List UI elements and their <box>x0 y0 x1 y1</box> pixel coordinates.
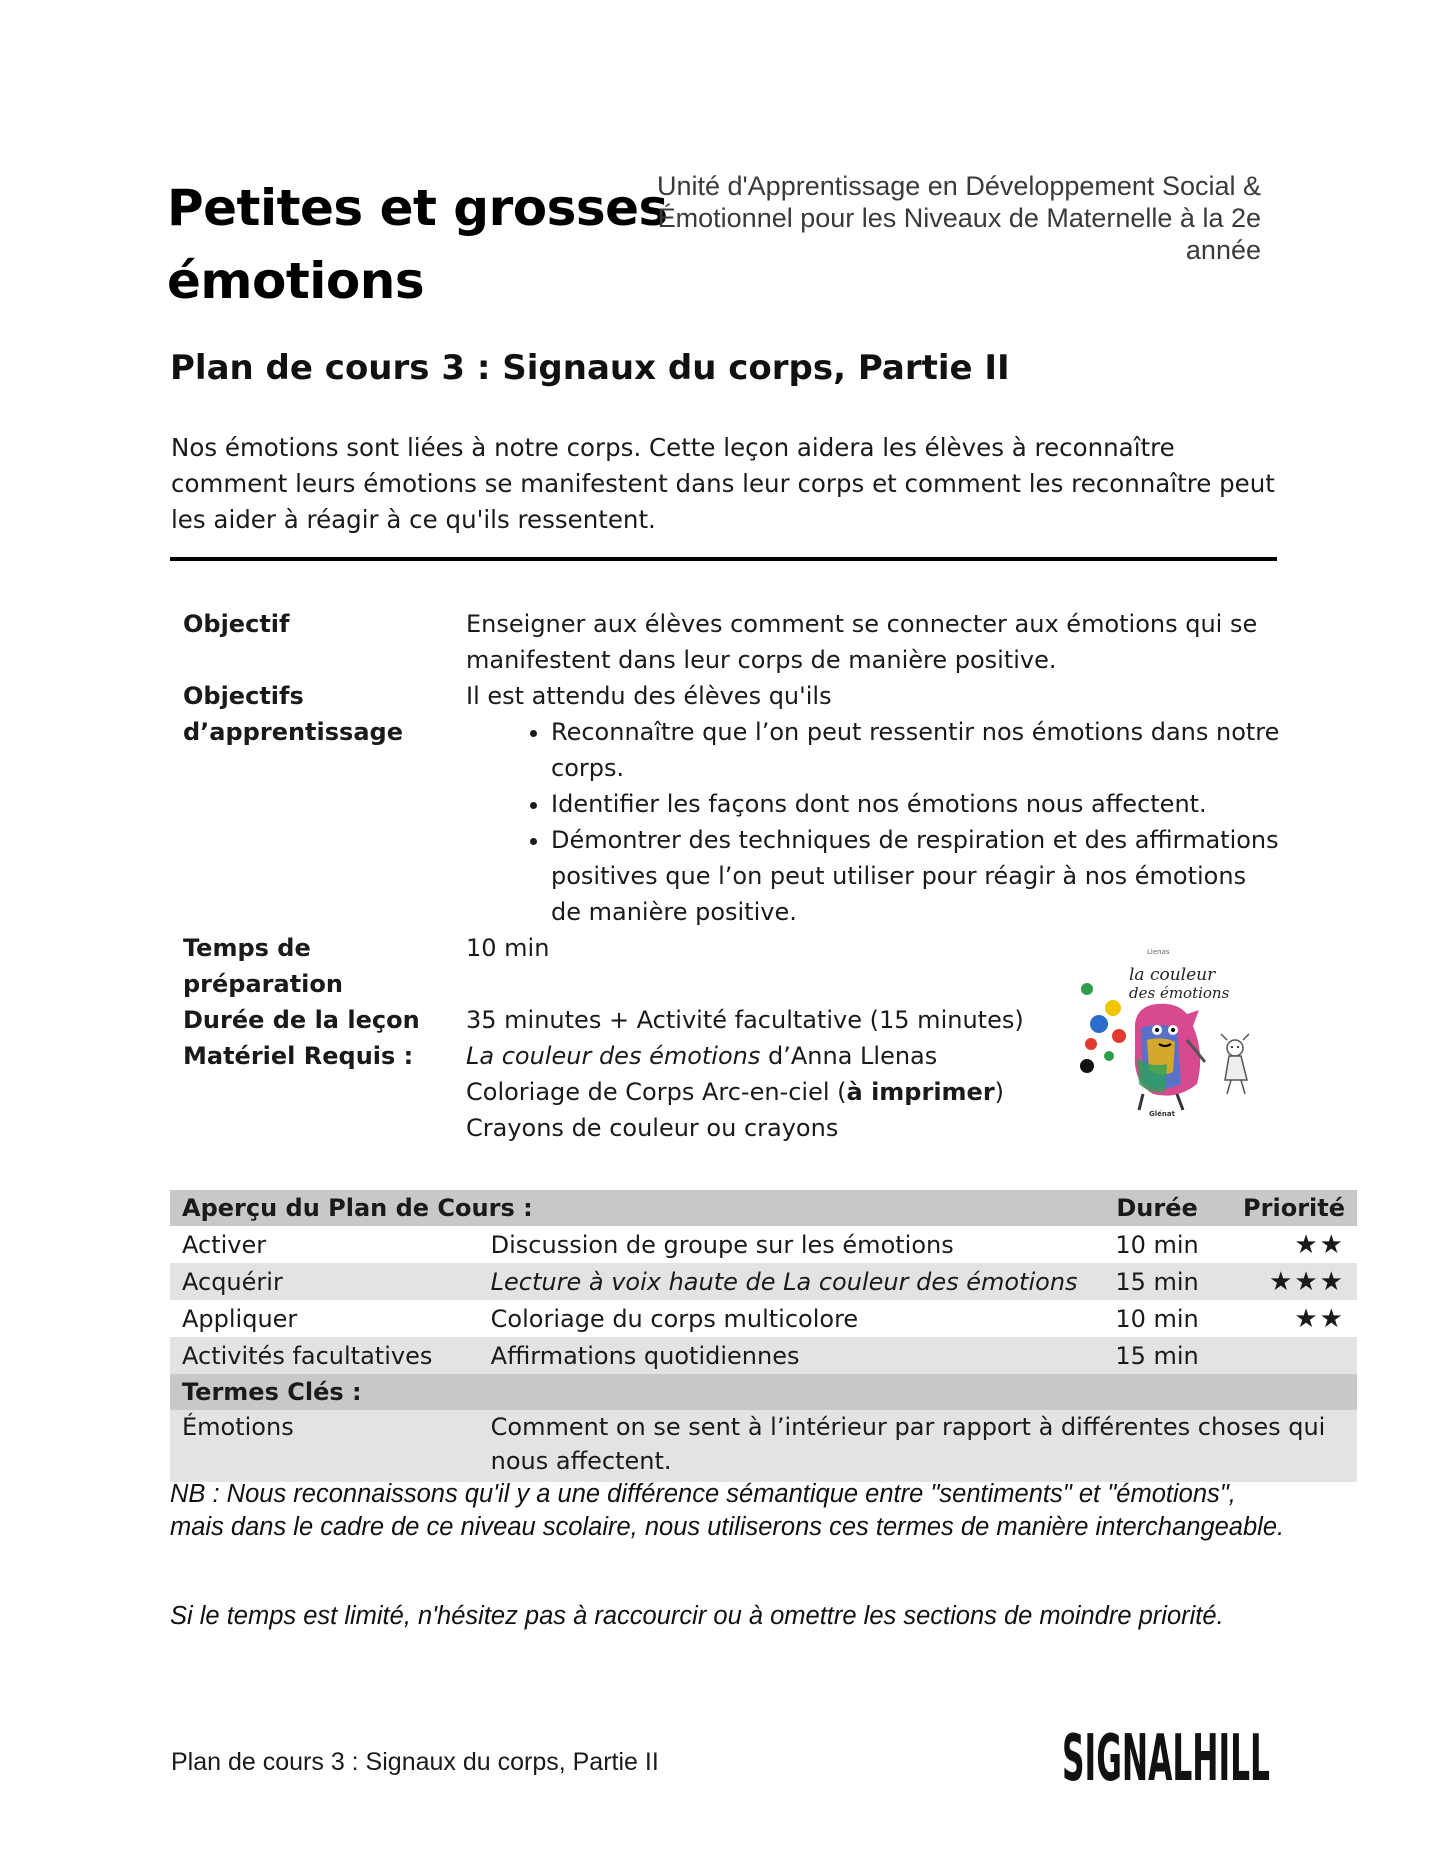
table-row <box>170 1300 1357 1337</box>
table-row <box>170 1263 1357 1300</box>
key-terms-header: Termes Clés : <box>170 1374 1357 1410</box>
duration-header: Durée <box>1100 1190 1214 1226</box>
prep-time-label: Temps de préparation <box>183 934 343 998</box>
duration-cell: 15 min <box>1100 1263 1214 1300</box>
learning-goals-row <box>183 678 1283 930</box>
overview-header-row <box>170 1190 1357 1226</box>
book-cover-title-1: la couleur <box>1129 965 1216 985</box>
book-title: La couleur des émotions <box>466 1042 761 1070</box>
activity-cell: Discussion de groupe sur les émotions <box>490 1230 954 1259</box>
objective-value: Enseigner aux élèves comment se connecter aux émotions qui se manifestent dans leur corps de manière positive. <box>466 610 1258 674</box>
phase-cell: Activités facultatives <box>170 1337 479 1374</box>
prep-time-value: 10 min <box>466 934 550 962</box>
activity-cell: Lecture à voix haute de La couleur des émotions <box>479 1263 1101 1300</box>
objective-label: Objectif <box>183 610 290 638</box>
book-cover-author: Llenas <box>1147 948 1170 956</box>
phase-cell: Appliquer <box>182 1304 298 1333</box>
coloring-text: Coloriage de Corps Arc-en-ciel ( <box>466 1078 847 1106</box>
key-term: Émotions <box>170 1410 479 1482</box>
key-term-definition: Comment on se sent à l’intérieur par rapport à différentes choses qui nous affectent. <box>479 1410 1357 1482</box>
unit-subtitle: Unité d'Apprentissage en Développement Social & Émotionnel pour les Niveaux de Maternelle à la 2e année <box>656 171 1261 265</box>
lesson-duration-value: 35 minutes + Activité facultative (15 minutes) <box>466 1006 1024 1034</box>
key-term-row <box>170 1410 1357 1482</box>
book-cover-publisher: Glénat <box>1149 1110 1175 1118</box>
duration-cell: 15 min <box>1100 1337 1214 1374</box>
lesson-title: Plan de cours 3 : Signaux du corps, Partie II <box>170 348 1010 388</box>
learning-goals-label: Objectifs d’apprentissage <box>183 682 403 746</box>
learning-goals-intro: Il est attendu des élèves qu'ils <box>466 682 832 710</box>
print-link[interactable]: à imprimer <box>846 1078 995 1106</box>
phase-cell: Activer <box>182 1230 267 1259</box>
book-cover-image <box>1077 944 1265 1122</box>
table-row <box>170 1226 1357 1263</box>
overview-header-label: Aperçu du Plan de Cours : <box>170 1190 1100 1226</box>
logo-text: SIGNALHILL <box>1062 1722 1270 1796</box>
duration-cell: 10 min <box>1115 1304 1199 1333</box>
activity-cell: Coloriage du corps multicolore <box>490 1304 859 1333</box>
materials-label: Matériel Requis : <box>183 1042 414 1070</box>
table-row <box>170 1337 1357 1374</box>
book-author: d’Anna Llenas <box>760 1042 938 1070</box>
semantic-note: NB : Nous reconnaissons qu'il y a une différence sémantique entre "sentiments" et "émotions", mais dans le cadre de ce niveau scolaire, nous utiliserons ces termes de manière interchangeable. <box>170 1480 1285 1541</box>
learning-goal-item: • Reconnaître que l’on peut ressentir nos émotions dans notre corps. <box>551 714 1283 786</box>
objective-row <box>183 606 1283 678</box>
learning-goal-item: • Identifier les façons dont nos émotions nous affectent. <box>551 786 1283 822</box>
learning-goals-list <box>466 714 1283 930</box>
lesson-duration-label: Durée de la leçon <box>183 1006 420 1034</box>
priority-cell: ★★ <box>1294 1303 1345 1334</box>
section-divider <box>170 557 1277 561</box>
phase-cell: Acquérir <box>170 1263 479 1300</box>
duration-cell: 10 min <box>1115 1230 1199 1259</box>
key-terms-header-row <box>170 1374 1357 1410</box>
learning-goals-value <box>466 678 1283 930</box>
coloring-suffix: ) <box>994 1078 1005 1106</box>
book-cover-title-2: des émotions <box>1129 984 1230 1002</box>
activity-cell: Affirmations quotidiennes <box>479 1337 1101 1374</box>
lesson-overview-table <box>170 1190 1357 1482</box>
priority-cell: ★★ <box>1294 1229 1345 1260</box>
priority-header: Priorité <box>1214 1190 1357 1226</box>
learning-goal-item: • Démontrer des techniques de respiration et des affirmations positives que l’on peut utiliser pour réagir à nos émotions de manière positive. <box>551 822 1283 930</box>
priority-cell <box>1214 1337 1357 1374</box>
document-title: Petites et grosses émotions <box>167 179 668 310</box>
footer-lesson-title: Plan de cours 3 : Signaux du corps, Partie II <box>171 1748 659 1776</box>
priority-cell: ★★★ <box>1214 1263 1357 1300</box>
material-crayons: Crayons de couleur ou crayons <box>466 1114 839 1142</box>
signalhill-logo <box>1062 1722 1272 1796</box>
time-note: Si le temps est limité, n'hésitez pas à raccourcir ou à omettre les sections de moindre priorité. <box>170 1602 1224 1630</box>
intro-paragraph: Nos émotions sont liées à notre corps. Cette leçon aidera les élèves à reconnaître comment leurs émotions se manifestent dans leur corps et comment les reconnaître peut les aider à réagir à ce qu'ils ressentent. <box>171 433 1275 534</box>
